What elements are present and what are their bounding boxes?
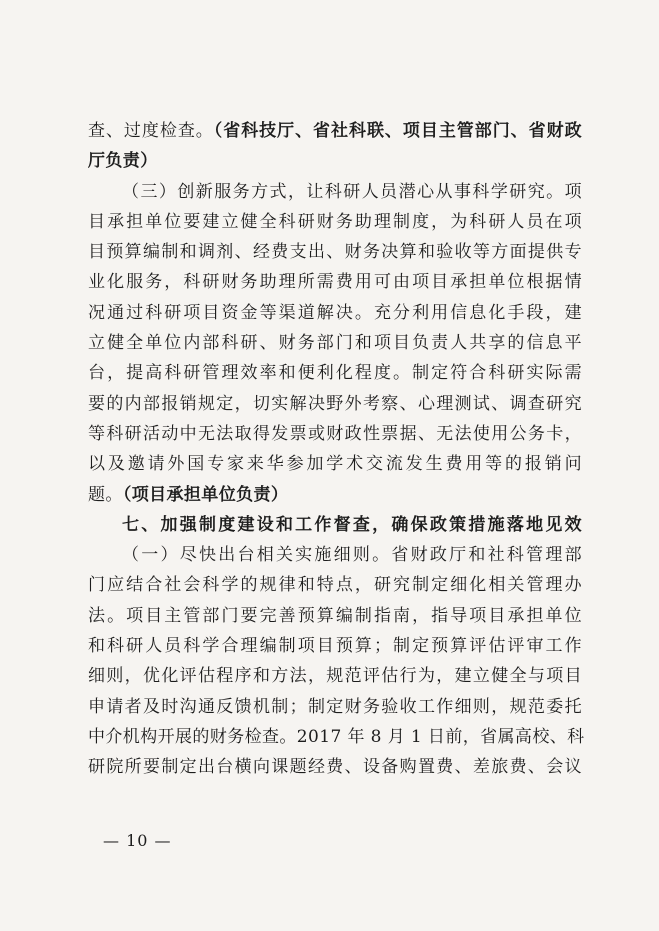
text-line-8: 立健全单位内部科研、财务部门和项目负责人共享的信息平 bbox=[88, 333, 582, 354]
text-line-2: 厅负责） bbox=[88, 151, 158, 172]
page-number: — 10 — bbox=[103, 831, 172, 850]
text-line-4: 目承担单位要建立健全科研财务助理制度，为科研人员在项 bbox=[88, 211, 582, 232]
text-line-17: 法。项目主管部门要完善预算编制指南，指导项目承担单位 bbox=[88, 605, 582, 626]
text-line-11: 等科研活动中无法取得发票或财政性票据、无法使用公务卡， bbox=[88, 423, 582, 444]
text-line-22: 研院所要制定出台横向课题经费、设备购置费、差旅费、会议 bbox=[88, 757, 582, 778]
text-line-12: 以及邀请外国专家来华参加学术交流发生费用等的报销问 bbox=[88, 454, 582, 475]
text-line-5: 目预算编制和调剂、经费支出、财务决算和验收等方面提供专 bbox=[88, 242, 582, 263]
text-line-13: 题。（项目承担单位负责） bbox=[88, 484, 289, 505]
text-line-15: （一）尽快出台相关实施细则。省财政厅和社科管理部 bbox=[122, 545, 582, 566]
text-line-9: 台，提高科研管理效率和便利化程度。制定符合科研实际需 bbox=[88, 363, 582, 384]
text-line-18: 和科研人员科学合理编制项目预算；制定预算评估评审工作 bbox=[88, 636, 582, 657]
text-line-6: 业化服务，科研财务助理所需费用可由项目承担单位根据情 bbox=[88, 272, 582, 293]
text-line-16: 门应结合社会科学的规律和特点，研究制定细化相关管理办 bbox=[88, 575, 582, 596]
body-text bbox=[88, 116, 585, 783]
text-line-7: 况通过科研项目资金等渠道解决。充分利用信息化手段，建 bbox=[88, 302, 582, 323]
text-line-20: 申请者及时沟通反馈机制；制定财务验收工作细则，规范委托 bbox=[88, 696, 582, 717]
text-line-1: 查、过度检查。（省科技厅、省社科联、项目主管部门、省财政 bbox=[88, 121, 582, 141]
text-line-19: 细则，优化评估程序和方法，规范评估行为，建立健全与项目 bbox=[88, 666, 582, 687]
text-line-3: （三）创新服务方式，让科研人员潜心从事科学研究。项 bbox=[122, 181, 582, 202]
text-line-21: 中介机构开展的财务检查。2017 年 8 月 1 日前，省属高校、科 bbox=[88, 726, 585, 747]
section-heading: 七、加强制度建设和工作督查，确保政策措施落地见效 bbox=[122, 514, 582, 535]
text-line-10: 要的内部报销规定，切实解决野外考察、心理测试、调查研究 bbox=[88, 393, 582, 414]
